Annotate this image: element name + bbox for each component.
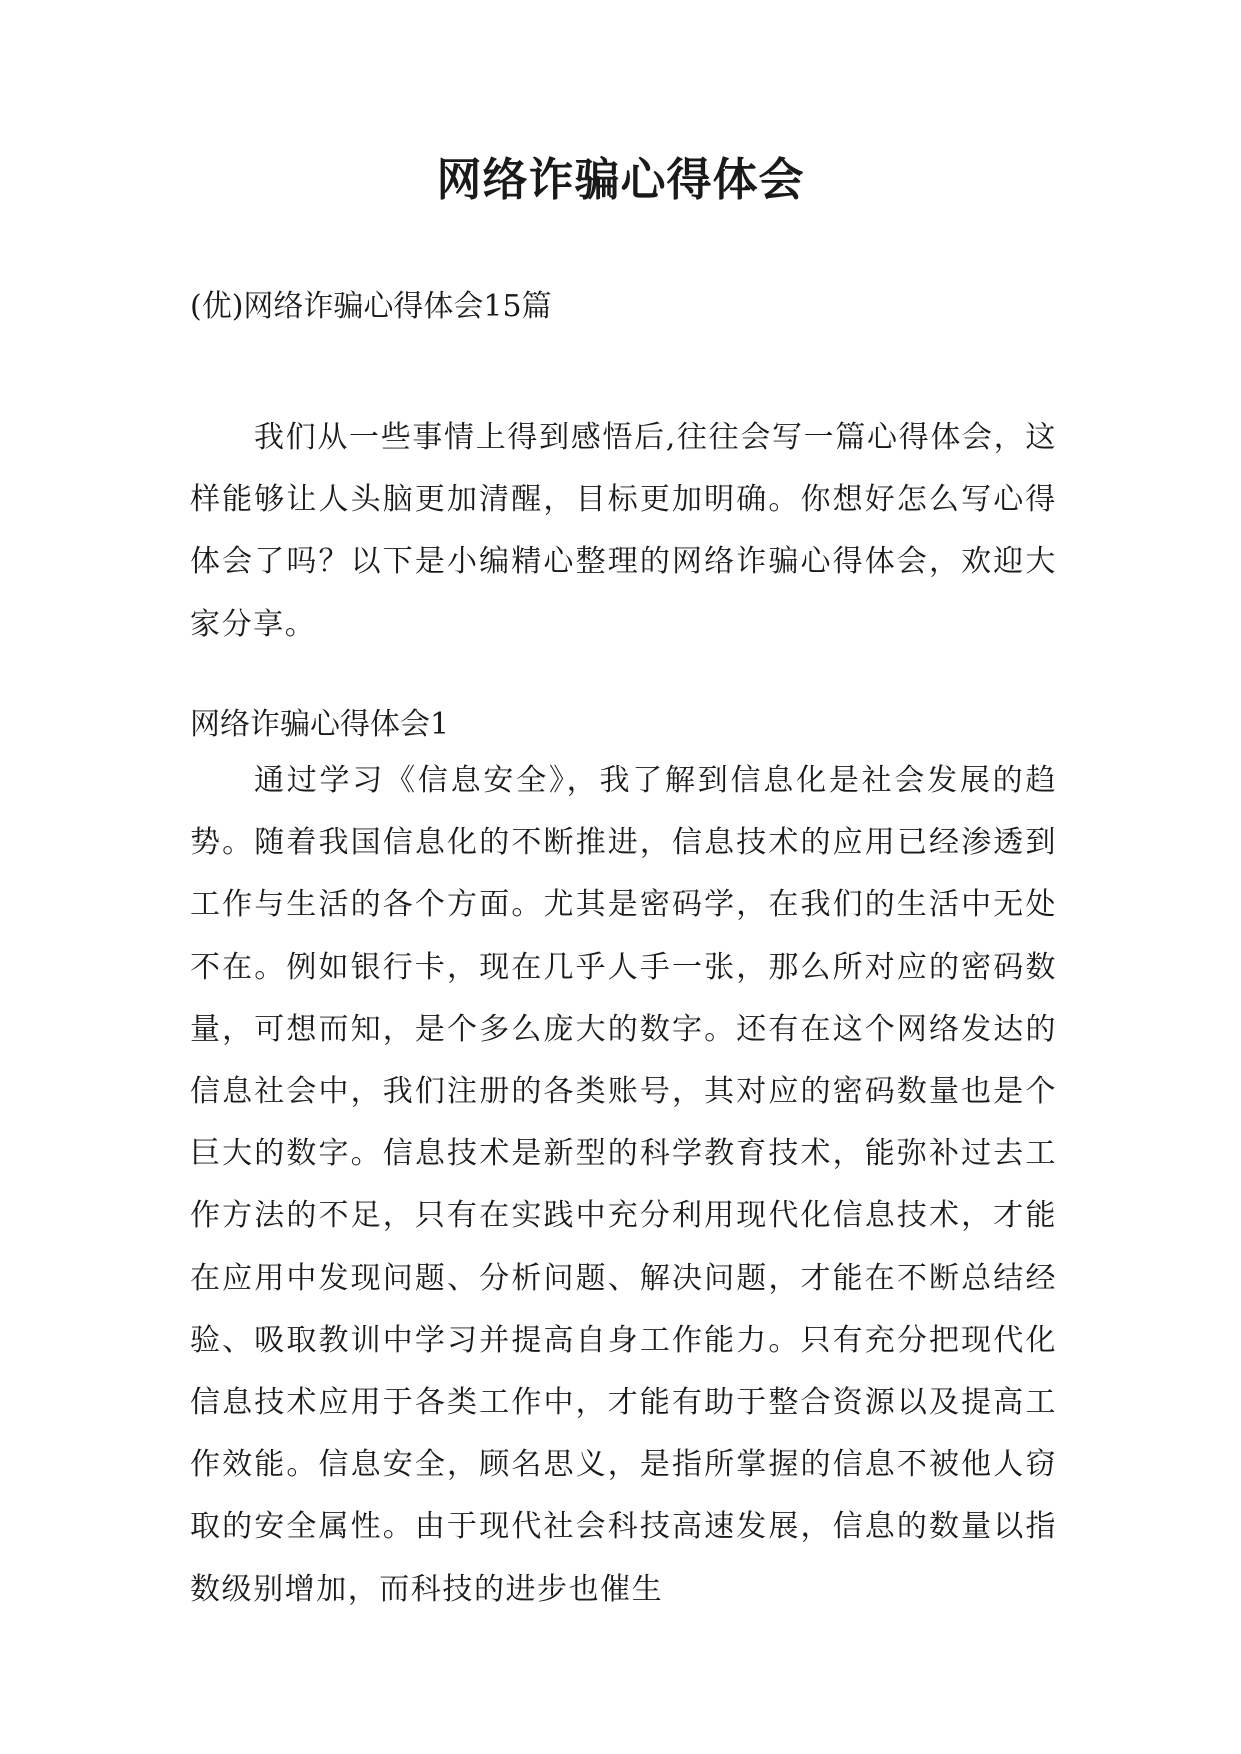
document-title: 网络诈骗心得体会 — [436, 153, 805, 206]
section-body-paragraph: 通过学习《信息安全》，我了解到信息化是社会发展的趋势。随着我国信息化的不断推进，信息技术的应用已经渗透到工作与生活的各个方面。尤其是密码学，在我们的生活中无处不在。例如银行卡，现在几乎人手一张，那么所对应的密码数量，可想而知，是个多么庞大的数字。还有在这个网络发达的信息社会中，我们注册的各类账号，其对应的密码数量也是个巨大的数字。信息技术是新型的科学教育技术，能弥补过去工作方法的不足，只有在实践中充分利用现代化信息技术，才能在应用中发现问题、分析问题、解决问题，才能在不断总结经验、吸取教训中学习并提高自身工作能力。只有充分把现代化信息技术应用于各类工作中，才能有助于整合资源以及提高工作效能。信息安全，顾名思义，是指所掌握的信息不被他人窃取的安全属性。由于现代社会科技高速发展，信息的数量以指数级别增加，而科技的进步也催生 — [190, 763, 1057, 1607]
section-heading: 网络诈骗心得体会1 — [190, 707, 450, 742]
document-subtitle: (优)网络诈骗心得体会15篇 — [190, 289, 552, 324]
intro-paragraph: 我们从一些事情上得到感悟后,往往会写一篇心得体会，这样能够让人头脑更加清醒，目标更加明确。你想好怎么写心得体会了吗？以下是小编精心整理的网络诈骗心得体会，欢迎大家分享。 — [190, 420, 1057, 642]
